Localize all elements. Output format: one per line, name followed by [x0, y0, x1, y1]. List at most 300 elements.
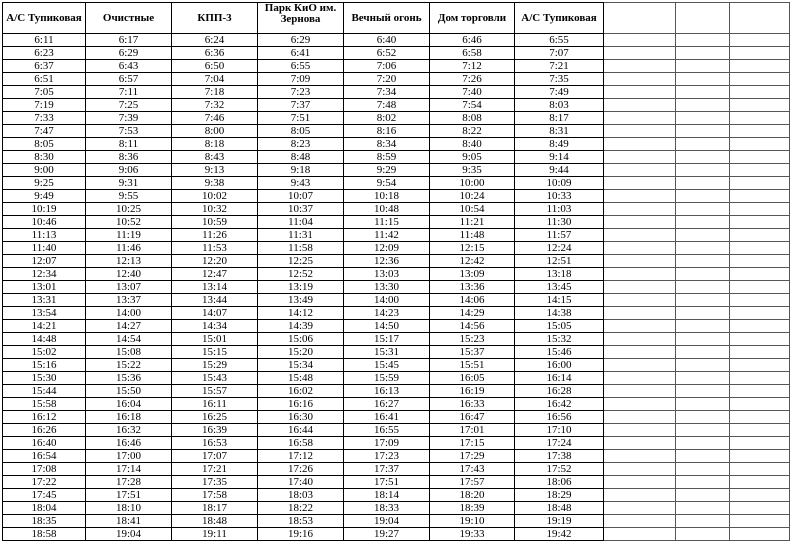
time-cell: 12:34 — [3, 268, 86, 281]
time-cell: 11:57 — [515, 229, 604, 242]
time-cell: 9:44 — [515, 164, 604, 177]
time-cell: 11:03 — [515, 203, 604, 216]
time-cell: 15:02 — [3, 346, 86, 359]
time-cell: 15:20 — [258, 346, 344, 359]
table-row — [3, 112, 790, 125]
time-cell: 17:15 — [430, 437, 515, 450]
time-cell: 15:16 — [3, 359, 86, 372]
time-cell: 7:21 — [515, 60, 604, 73]
empty-cell — [730, 528, 790, 541]
time-cell: 13:30 — [344, 281, 430, 294]
time-cell: 15:01 — [172, 333, 258, 346]
time-cell: 15:22 — [86, 359, 172, 372]
time-cell: 15:15 — [172, 346, 258, 359]
time-cell: 16:55 — [344, 424, 430, 437]
time-cell: 16:11 — [172, 398, 258, 411]
empty-cell — [676, 489, 730, 502]
empty-cell — [730, 73, 790, 86]
empty-cell — [676, 450, 730, 463]
timetable-body — [3, 3, 790, 541]
time-cell: 14:06 — [430, 294, 515, 307]
time-cell: 13:49 — [258, 294, 344, 307]
time-cell: 10:48 — [344, 203, 430, 216]
time-cell: 9:49 — [3, 190, 86, 203]
time-cell: 15:29 — [172, 359, 258, 372]
time-cell: 7:34 — [344, 86, 430, 99]
empty-cell — [604, 307, 676, 320]
empty-cell — [676, 320, 730, 333]
time-cell: 18:14 — [344, 489, 430, 502]
table-row — [3, 47, 790, 60]
time-cell: 13:01 — [3, 281, 86, 294]
time-cell: 13:03 — [344, 268, 430, 281]
time-cell: 6:58 — [430, 47, 515, 60]
table-row — [3, 34, 790, 47]
empty-cell — [676, 229, 730, 242]
time-cell: 18:53 — [258, 515, 344, 528]
time-cell: 8:05 — [258, 125, 344, 138]
time-cell: 9:13 — [172, 164, 258, 177]
time-cell: 15:34 — [258, 359, 344, 372]
time-cell: 16:25 — [172, 411, 258, 424]
time-cell: 7:06 — [344, 60, 430, 73]
empty-cell — [730, 164, 790, 177]
time-cell: 16:44 — [258, 424, 344, 437]
time-cell: 18:48 — [515, 502, 604, 515]
time-cell: 16:53 — [172, 437, 258, 450]
time-cell: 8:49 — [515, 138, 604, 151]
time-cell: 18:35 — [3, 515, 86, 528]
time-cell: 10:59 — [172, 216, 258, 229]
time-cell: 6:52 — [344, 47, 430, 60]
empty-cell — [676, 476, 730, 489]
time-cell: 11:31 — [258, 229, 344, 242]
empty-cell — [604, 151, 676, 164]
time-cell: 17:07 — [172, 450, 258, 463]
time-cell: 8:43 — [172, 151, 258, 164]
table-row — [3, 359, 790, 372]
empty-cell — [676, 398, 730, 411]
empty-cell — [730, 281, 790, 294]
empty-cell — [676, 515, 730, 528]
time-cell: 10:07 — [258, 190, 344, 203]
empty-cell — [730, 398, 790, 411]
time-cell: 7:05 — [3, 86, 86, 99]
empty-cell — [730, 151, 790, 164]
time-cell: 7:54 — [430, 99, 515, 112]
time-cell: 7:35 — [515, 73, 604, 86]
time-cell: 10:18 — [344, 190, 430, 203]
time-cell: 15:58 — [3, 398, 86, 411]
empty-cell — [604, 437, 676, 450]
time-cell: 14:48 — [3, 333, 86, 346]
empty-cell — [604, 3, 676, 34]
empty-cell — [604, 203, 676, 216]
empty-cell — [604, 528, 676, 541]
empty-cell — [676, 268, 730, 281]
empty-cell — [676, 528, 730, 541]
time-cell: 19:11 — [172, 528, 258, 541]
time-cell: 14:54 — [86, 333, 172, 346]
table-row — [3, 463, 790, 476]
time-cell: 16:46 — [86, 437, 172, 450]
empty-cell — [676, 203, 730, 216]
empty-cell — [604, 515, 676, 528]
time-cell: 6:43 — [86, 60, 172, 73]
time-cell: 17:21 — [172, 463, 258, 476]
table-row — [3, 190, 790, 203]
time-cell: 15:06 — [258, 333, 344, 346]
time-cell: 14:27 — [86, 320, 172, 333]
time-cell: 19:42 — [515, 528, 604, 541]
time-cell: 13:18 — [515, 268, 604, 281]
empty-cell — [676, 34, 730, 47]
empty-cell — [676, 190, 730, 203]
time-cell: 19:33 — [430, 528, 515, 541]
time-cell: 15:05 — [515, 320, 604, 333]
time-cell: 12:20 — [172, 255, 258, 268]
time-cell: 15:45 — [344, 359, 430, 372]
time-cell: 11:40 — [3, 242, 86, 255]
time-cell: 7:32 — [172, 99, 258, 112]
time-cell: 8:48 — [258, 151, 344, 164]
time-cell: 16:26 — [3, 424, 86, 437]
time-cell: 16:19 — [430, 385, 515, 398]
time-cell: 6:36 — [172, 47, 258, 60]
time-cell: 12:47 — [172, 268, 258, 281]
table-row — [3, 86, 790, 99]
time-cell: 19:27 — [344, 528, 430, 541]
time-cell: 10:37 — [258, 203, 344, 216]
time-cell: 6:55 — [258, 60, 344, 73]
table-row — [3, 255, 790, 268]
empty-cell — [676, 424, 730, 437]
empty-cell — [604, 138, 676, 151]
empty-cell — [676, 255, 730, 268]
empty-cell — [604, 164, 676, 177]
header-cell: Парк КиО им. Зернова — [258, 3, 344, 34]
empty-cell — [676, 359, 730, 372]
time-cell: 15:36 — [86, 372, 172, 385]
time-cell: 6:24 — [172, 34, 258, 47]
time-cell: 15:59 — [344, 372, 430, 385]
time-cell: 14:23 — [344, 307, 430, 320]
empty-cell — [676, 307, 730, 320]
empty-cell — [676, 99, 730, 112]
empty-cell — [604, 476, 676, 489]
time-cell: 8:16 — [344, 125, 430, 138]
empty-cell — [730, 294, 790, 307]
time-cell: 12:15 — [430, 242, 515, 255]
empty-cell — [676, 138, 730, 151]
time-cell: 7:09 — [258, 73, 344, 86]
time-cell: 17:51 — [86, 489, 172, 502]
time-cell: 18:33 — [344, 502, 430, 515]
time-cell: 17:26 — [258, 463, 344, 476]
table-row — [3, 138, 790, 151]
time-cell: 7:48 — [344, 99, 430, 112]
time-cell: 12:25 — [258, 255, 344, 268]
empty-cell — [676, 60, 730, 73]
time-cell: 13:36 — [430, 281, 515, 294]
time-cell: 11:53 — [172, 242, 258, 255]
table-row — [3, 177, 790, 190]
time-cell: 16:18 — [86, 411, 172, 424]
empty-cell — [730, 372, 790, 385]
time-cell: 8:18 — [172, 138, 258, 151]
time-cell: 16:16 — [258, 398, 344, 411]
time-cell: 13:31 — [3, 294, 86, 307]
time-cell: 17:51 — [344, 476, 430, 489]
time-cell: 6:50 — [172, 60, 258, 73]
time-cell: 16:13 — [344, 385, 430, 398]
time-cell: 7:51 — [258, 112, 344, 125]
time-cell: 8:40 — [430, 138, 515, 151]
time-cell: 16:54 — [3, 450, 86, 463]
time-cell: 7:07 — [515, 47, 604, 60]
table-row — [3, 515, 790, 528]
empty-cell — [676, 73, 730, 86]
time-cell: 15:44 — [3, 385, 86, 398]
table-row — [3, 372, 790, 385]
time-cell: 16:14 — [515, 372, 604, 385]
time-cell: 7:23 — [258, 86, 344, 99]
time-cell: 16:47 — [430, 411, 515, 424]
table-row — [3, 424, 790, 437]
time-cell: 17:09 — [344, 437, 430, 450]
time-cell: 8:08 — [430, 112, 515, 125]
table-row — [3, 125, 790, 138]
time-cell: 17:58 — [172, 489, 258, 502]
time-cell: 14:00 — [344, 294, 430, 307]
empty-cell — [604, 86, 676, 99]
empty-cell — [676, 281, 730, 294]
empty-cell — [604, 450, 676, 463]
time-cell: 7:53 — [86, 125, 172, 138]
empty-cell — [676, 151, 730, 164]
time-cell: 9:05 — [430, 151, 515, 164]
table-row — [3, 203, 790, 216]
table-row — [3, 437, 790, 450]
time-cell: 15:46 — [515, 346, 604, 359]
table-row — [3, 476, 790, 489]
time-cell: 10:33 — [515, 190, 604, 203]
time-cell: 16:12 — [3, 411, 86, 424]
empty-cell — [676, 502, 730, 515]
empty-cell — [676, 125, 730, 138]
time-cell: 13:19 — [258, 281, 344, 294]
time-cell: 7:49 — [515, 86, 604, 99]
time-cell: 6:46 — [430, 34, 515, 47]
time-cell: 6:55 — [515, 34, 604, 47]
time-cell: 17:57 — [430, 476, 515, 489]
time-cell: 11:13 — [3, 229, 86, 242]
time-cell: 18:10 — [86, 502, 172, 515]
time-cell: 14:15 — [515, 294, 604, 307]
time-cell: 14:34 — [172, 320, 258, 333]
time-cell: 17:37 — [344, 463, 430, 476]
time-cell: 19:10 — [430, 515, 515, 528]
empty-cell — [604, 411, 676, 424]
empty-cell — [676, 177, 730, 190]
time-cell: 17:52 — [515, 463, 604, 476]
header-cell: Очистные — [86, 3, 172, 34]
time-cell: 9:18 — [258, 164, 344, 177]
time-cell: 9:14 — [515, 151, 604, 164]
empty-cell — [604, 385, 676, 398]
empty-cell — [730, 463, 790, 476]
time-cell: 16:27 — [344, 398, 430, 411]
time-cell: 17:00 — [86, 450, 172, 463]
time-cell: 15:23 — [430, 333, 515, 346]
time-cell: 7:18 — [172, 86, 258, 99]
time-cell: 8:17 — [515, 112, 604, 125]
time-cell: 15:57 — [172, 385, 258, 398]
time-cell: 6:41 — [258, 47, 344, 60]
time-cell: 11:42 — [344, 229, 430, 242]
empty-cell — [676, 411, 730, 424]
table-row — [3, 151, 790, 164]
time-cell: 10:24 — [430, 190, 515, 203]
time-cell: 13:09 — [430, 268, 515, 281]
time-cell: 16:41 — [344, 411, 430, 424]
empty-cell — [676, 3, 730, 34]
time-cell: 11:30 — [515, 216, 604, 229]
time-cell: 17:22 — [3, 476, 86, 489]
empty-cell — [604, 346, 676, 359]
time-cell: 11:15 — [344, 216, 430, 229]
table-row — [3, 242, 790, 255]
time-cell: 16:00 — [515, 359, 604, 372]
time-cell: 12:13 — [86, 255, 172, 268]
table-row — [3, 489, 790, 502]
time-cell: 10:19 — [3, 203, 86, 216]
empty-cell — [730, 515, 790, 528]
time-cell: 7:47 — [3, 125, 86, 138]
time-cell: 9:29 — [344, 164, 430, 177]
empty-cell — [604, 255, 676, 268]
empty-cell — [730, 320, 790, 333]
time-cell: 17:45 — [3, 489, 86, 502]
time-cell: 17:40 — [258, 476, 344, 489]
empty-cell — [604, 125, 676, 138]
time-cell: 12:07 — [3, 255, 86, 268]
time-cell: 7:04 — [172, 73, 258, 86]
time-cell: 14:39 — [258, 320, 344, 333]
table-row — [3, 450, 790, 463]
time-cell: 17:23 — [344, 450, 430, 463]
table-row — [3, 398, 790, 411]
empty-cell — [730, 86, 790, 99]
empty-cell — [730, 385, 790, 398]
time-cell: 8:11 — [86, 138, 172, 151]
time-cell: 12:52 — [258, 268, 344, 281]
time-cell: 11:46 — [86, 242, 172, 255]
empty-cell — [676, 463, 730, 476]
empty-cell — [604, 99, 676, 112]
time-cell: 12:36 — [344, 255, 430, 268]
empty-cell — [676, 372, 730, 385]
table-row — [3, 216, 790, 229]
empty-cell — [676, 112, 730, 125]
header-row — [3, 3, 790, 34]
time-cell: 7:40 — [430, 86, 515, 99]
empty-cell — [604, 73, 676, 86]
empty-cell — [604, 190, 676, 203]
empty-cell — [604, 424, 676, 437]
time-cell: 18:03 — [258, 489, 344, 502]
time-cell: 9:31 — [86, 177, 172, 190]
empty-cell — [730, 307, 790, 320]
time-cell: 16:42 — [515, 398, 604, 411]
empty-cell — [730, 450, 790, 463]
table-row — [3, 99, 790, 112]
time-cell: 6:29 — [86, 47, 172, 60]
empty-cell — [730, 60, 790, 73]
time-cell: 7:26 — [430, 73, 515, 86]
time-cell: 7:11 — [86, 86, 172, 99]
empty-cell — [676, 437, 730, 450]
time-cell: 17:10 — [515, 424, 604, 437]
time-cell: 8:59 — [344, 151, 430, 164]
empty-cell — [730, 437, 790, 450]
time-cell: 10:00 — [430, 177, 515, 190]
time-cell: 19:04 — [344, 515, 430, 528]
time-cell: 17:24 — [515, 437, 604, 450]
empty-cell — [676, 346, 730, 359]
header-cell: А/С Тупиковая — [3, 3, 86, 34]
empty-cell — [730, 476, 790, 489]
time-cell: 6:51 — [3, 73, 86, 86]
time-cell: 16:39 — [172, 424, 258, 437]
header-cell: Вечный огонь — [344, 3, 430, 34]
time-cell: 11:26 — [172, 229, 258, 242]
time-cell: 6:57 — [86, 73, 172, 86]
time-cell: 15:51 — [430, 359, 515, 372]
time-cell: 7:19 — [3, 99, 86, 112]
time-cell: 8:30 — [3, 151, 86, 164]
time-cell: 9:25 — [3, 177, 86, 190]
empty-cell — [676, 333, 730, 346]
time-cell: 13:54 — [3, 307, 86, 320]
empty-cell — [730, 216, 790, 229]
empty-cell — [730, 229, 790, 242]
table-row — [3, 229, 790, 242]
empty-cell — [604, 242, 676, 255]
time-cell: 16:02 — [258, 385, 344, 398]
time-cell: 6:40 — [344, 34, 430, 47]
time-cell: 19:16 — [258, 528, 344, 541]
time-cell: 8:36 — [86, 151, 172, 164]
empty-cell — [604, 294, 676, 307]
table-row — [3, 268, 790, 281]
time-cell: 17:14 — [86, 463, 172, 476]
empty-cell — [676, 242, 730, 255]
time-cell: 12:42 — [430, 255, 515, 268]
empty-cell — [730, 268, 790, 281]
time-cell: 17:28 — [86, 476, 172, 489]
header-cell: КПП-3 — [172, 3, 258, 34]
time-cell: 11:21 — [430, 216, 515, 229]
timetable — [2, 2, 790, 541]
time-cell: 10:54 — [430, 203, 515, 216]
time-cell: 11:04 — [258, 216, 344, 229]
time-cell: 6:17 — [86, 34, 172, 47]
time-cell: 13:37 — [86, 294, 172, 307]
empty-cell — [604, 229, 676, 242]
time-cell: 7:25 — [86, 99, 172, 112]
empty-cell — [730, 112, 790, 125]
